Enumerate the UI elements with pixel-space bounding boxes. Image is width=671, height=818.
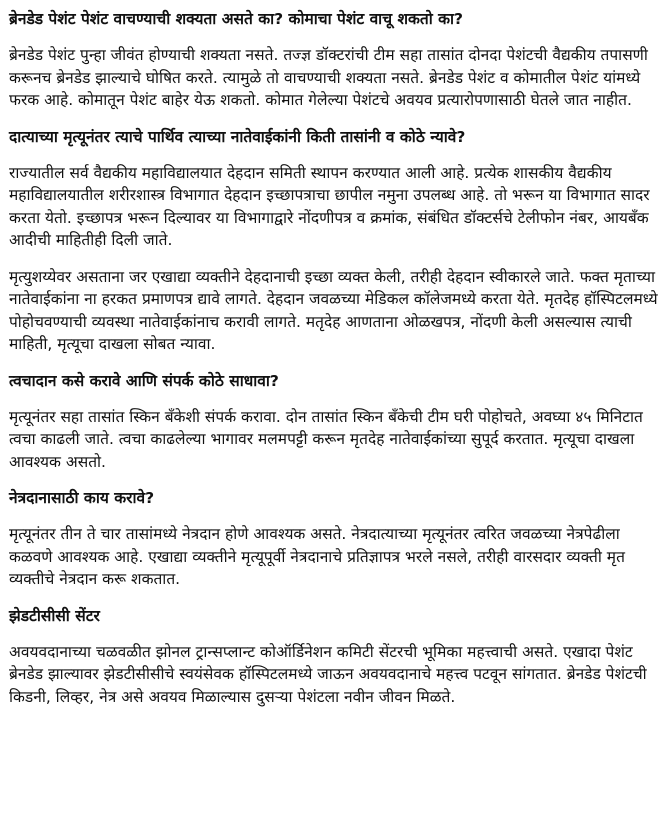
section-heading-braindead: ब्रेनडेड पेशंट पेशंट वाचण्याची शक्यता असते का? कोमाचा पेशंट वाचू शकतो का? [9, 10, 464, 28]
paragraph-ztcc-center: अवयवदानाच्या चळवळीत झोनल ट्रान्सप्लान्ट कोऑर्डिनेशन कमिटी सेंटरची भूमिका महत्त्वाची असते. एखादा पेशंट ब्रेनडेड झाल्यावर झेडटीसीसीचे स्वयंसेवक हॉस्पिटलमध्ये जाऊन अवयवदानाचे महत्त्व पटवून सांगतात. ब्रेनडेड पेशंटची किडनी, लिव्हर, नेत्र असे अवयव मिळाल्यास दुसऱ्या पेशंटला नवीन जीवन मिळते. [9, 642, 647, 706]
paragraph-body-donation-deathbed: मृत्युशय्येवर असताना जर एखाद्या व्यक्तीने देहदानाची इच्छा व्यक्त केली, तरीही देहदान स्वीकारले जाते. फक्त मृताच्या नातेवाईकांना ना हरकत प्रमाणपत्र द्यावे लागते. देहदान जवळच्या मेडिकल कॉलेजमध्ये करता येते. मृतदेह हॉस्पिटलमध्ये पोहोचवण्याची व्यवस्था नातेवाईकांनाच करावी लागते. मतृदेह आणताना ओळखपत्र, नोंदणी केली असल्यास त्याची माहिती, मृत्यूचा दाखला सोबत न्यावा. [9, 267, 658, 353]
section-heading-ztcc-center: झेडटीसीसी सेंटर [9, 606, 100, 625]
paragraph-skin-donation: मृत्यूनंतर सहा तासांत स्किन बँकेशी संपर्क करावा. दोन तासांत स्किन बँकेची टीम घरी पोहोचते, अवघ्या ४५ मिनिटात त्वचा काढली जाते. त्वचा काढलेल्या भागावर मलमपट्टी करून मृतदेह नातेवाईकांच्या सुपूर्द करतात. मृत्यूचा दाखला आवश्यक असतो. [9, 407, 643, 471]
paragraph-body-donation-committee: राज्यातील सर्व वैद्यकीय महाविद्यालयात देहदान समिती स्थापन करण्यात आली आहे. प्रत्येक शासकीय वैद्यकीय महाविद्यालयातील शरीरशास्त्र विभागात देहदान इच्छापत्राचा छापील नमुना उपलब्ध आहे. तो भरून या विभागात सादर करता येतो. इच्छापत्र भरून दिल्यावर या विभागाद्वारे नोंदणीपत्र व क्रमांक, संबंधित डॉक्टर्सचे टेलीफोन नंबर, आयबँक आदीची माहितीही दिली जाते. [9, 163, 650, 249]
paragraph-braindead: ब्रेनडेड पेशंट पुन्हा जीवंत होण्याची शक्यता नसते. तज्ज्ञ डॉक्टरांची टीम सहा तासांत दोनदा पेशंटची वैद्यकीय तपासणी करूनच ब्रेनडेड झाल्याचे घोषित करते. त्यामुळे तो वाचण्याची शक्यता नसते. ब्रेनडेड पेशंट व कोमातील पेशंट यांमध्ये फरक आहे. कोमातून पेशंट बाहेर येऊ शकतो. कोमात गेलेल्या पेशंटचे अवयव प्रत्यारोपणासाठी घेतले जात नाहीत. [9, 46, 648, 109]
section-heading-body-donation: दात्याच्या मृत्यूनंतर त्याचे पार्थिव त्याच्या नातेवाईकांनी किती तासांनी व कोठे न्यावे? [9, 127, 466, 146]
section-heading-skin-donation: त्वचादान कसे करावे आणि संपर्क कोठे साधावा? [9, 371, 279, 390]
section-heading-eye-donation: नेत्रदानासाठी काय करावे? [9, 489, 155, 507]
paragraph-eye-donation: मृत्यूनंतर तीन ते चार तासांमध्ये नेत्रदान होणे आवश्यक असते. नेत्रदात्याच्या मृत्यूनंतर त्वरित जवळच्या नेत्रपेढीला कळवणे आवश्यक आहे. एखाद्या व्यक्तीने मृत्यूपूर्वी नेत्रदानाचे प्रतिज्ञापत्र भरले नसले, तरीही वारसदार व्यक्ती मृत व्यक्तीचे नेत्रदान करू शकतात. [9, 525, 625, 588]
